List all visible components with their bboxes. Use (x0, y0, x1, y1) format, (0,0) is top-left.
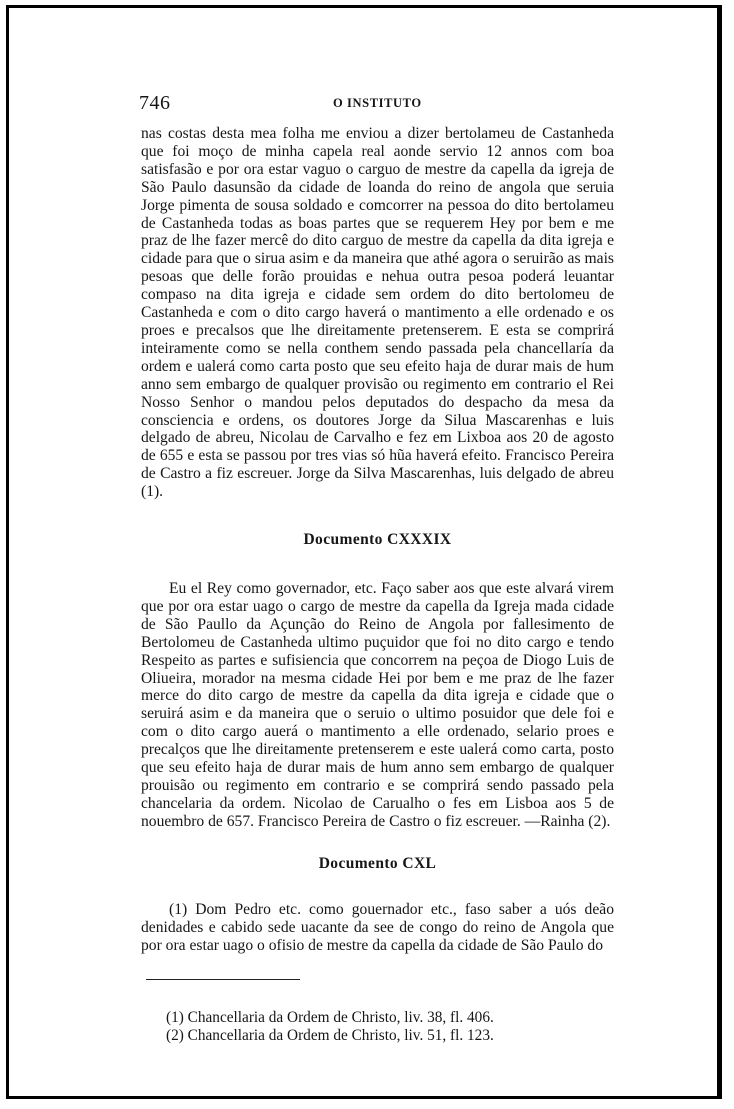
footnote: (1) Chancellaria da Ordem de Christo, liv. 38, fl. 406. (166, 1009, 494, 1027)
document-heading: Documento CXXXIX (303, 531, 452, 549)
page-number: 746 (139, 92, 171, 114)
document-paragraph: Eu el Rey como governador, etc. Faço saber aos que este alvará virem que por ora estar uago o cargo de mestre da capella da Igreja mada cidade de São Paullo da Açunção do Reino de Angola por fallesimento de Bertolomeu de Castanheda ultimo puçuidor que foi no dito cargo e tendo Respeito as partes e sufisiencia que concorrem na peçoa de Diogo Luis de Oliueira, morador na mesma cidade Hei por bem e me praz de lhe fazer merce do dito cargo de mestre da capella da dita igreja e cidade que o seruirá asim e da maneira que o seruio o ultimo posuidor que dele foi e com o dito cargo auerá o mantimento a elle ordenado, selario proes e precalços que lhe direitamente pretenserem e este ualerá como carta, posto que seu efeito haja de durar mais de hum anno sem embargo de qualquer prouisão ou regimento em contrario e se comprirá sendo passado pela chancelaria da ordem. Nicolao de Carualho o fes em Lisboa aos 5 de nouembro de 657. Francisco Pereira de Castro o fiz escreuer. —Rainha (2). (141, 580, 614, 830)
book-page (141, 92, 614, 1044)
footnote: (2) Chancellaria da Ordem de Christo, liv. 51, fl. 123. (166, 1026, 494, 1044)
document-paragraph: (1) Dom Pedro etc. como gouernador etc., faso saber a uós deão denidades e cabido sede uacante da see de congo do reino de Angola que por ora estar uago o ofisio de mestre da capella da cidade de São Paulo do (141, 900, 614, 954)
footnote-divider (146, 979, 300, 980)
footnotes (166, 1009, 614, 1044)
continuation-paragraph: nas costas desta mea folha me enviou a dizer bertolameu de Castanheda que foi moço de minha capela real aonde servio 12 annos com boa satisfasão e por ora estar vaguo o carguo de mestre da capella da igreja de São Paulo dasunsão da cidade de loanda do reino de angola que seruia Jorge pimenta de sousa soldado e comcorrer na pessoa do dito bertolameu de Castanheda todas as boas partes que se requerem Hey por bem e me praz de lhe fazer mercê do dito carguo de mestre da capella da dita igreja e cidade para que o sirua asim e da maneira que athé agora o seruirão as mais pesoas que delle forão prouidas e nehua outra pesoa poderá leuantar compaso na dita igreja e cidade sem ordem do dito bertolomeu de Castanheda e com o dito cargo haverá o mantimento a elle ordenado e os proes e precalsos que lhe direitamente pretenserem. E esta se comprirá inteiramente como se nella conthem sendo passada pela chancellaría da ordem e ualerá como carta posto que seu efeito haja de durar mais de hum anno sem embargo de qualquer provisão ou regimento em contrario el Rei Nosso Senhor o mandou pelos deputados do despacho da mesa da consciencia e ordens, os doutores Jorge da Silua Mascarenhas e luis delgado de abreu, Nicolau de Carvalho e fez em Lixboa aos 20 de agosto de 655 e esta se passou por tres vias só hũa haverá efeito. Francisco Pereira de Castro a fiz escreuer. Jorge da Silva Mascarenhas, luis delgado de abreu (1). (141, 125, 614, 501)
page-header (141, 92, 614, 118)
document-heading: Documento CXL (318, 854, 437, 872)
running-title: O INSTITUTO (333, 96, 422, 110)
